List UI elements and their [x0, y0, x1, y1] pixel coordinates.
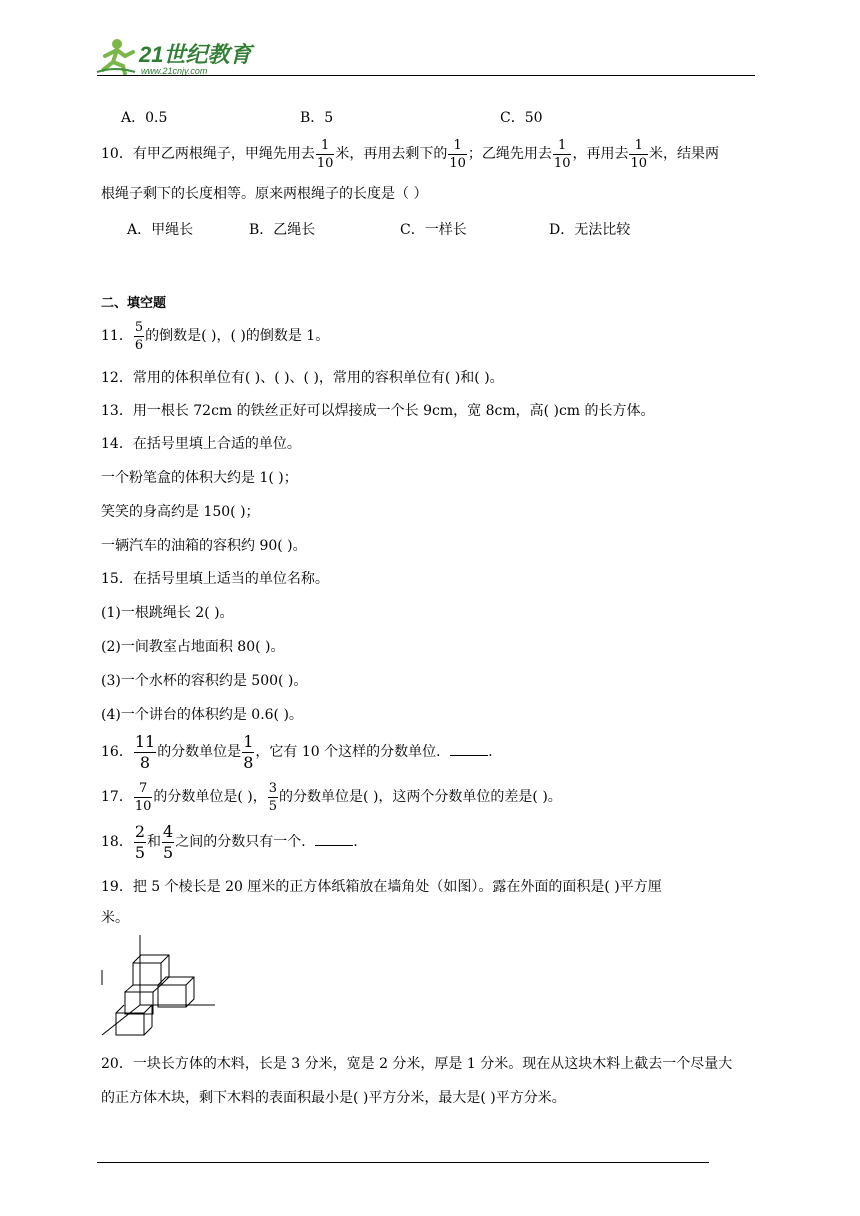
q9-option-b: B．5 — [300, 110, 334, 126]
q10-option-a: A．甲绳长 — [127, 222, 194, 238]
q10-option-d: D．无法比较 — [549, 222, 631, 238]
fraction: $\frac{1}{8}$ — [243, 731, 254, 772]
question-14-title: 14．在括号里填上合适的单位。 — [101, 436, 301, 452]
fraction: $\frac{1}{10}$ — [316, 137, 334, 171]
answer-blank[interactable] — [315, 833, 353, 846]
fraction: $\frac{2}{5}$ — [134, 821, 146, 862]
cube-corner-figure — [100, 935, 220, 1040]
question-15-line4: (4)一个讲台的体积约是 0.6( )。 — [101, 707, 303, 723]
question-18: 18． $\frac{2}{5}$ 和 $\frac{4}{5}$ 之间的分数只有一个． . — [101, 821, 358, 862]
fraction: $\frac{1}{10}$ — [630, 137, 648, 171]
footer-rule — [97, 1162, 709, 1163]
question-14-line2: 笑笑的身高约是 150( )； — [101, 504, 260, 520]
answer-blank[interactable] — [450, 743, 488, 756]
section-title: 二、填空题 — [101, 296, 167, 311]
question-19-line2: 米。 — [101, 910, 129, 926]
question-20-line1: 20．一块长方体的木料，长是 3 分米，宽是 2 分米，厚是 1 分米。现在从这块木料上截去一个尽量大 — [101, 1056, 733, 1072]
question-15-title: 15．在括号里填上适当的单位名称。 — [101, 571, 329, 587]
question-12: 12．常用的体积单位有( )、( )、( )，常用的容积单位有( )和( )。 — [101, 370, 504, 386]
logo — [95, 36, 265, 80]
runner-logo-icon — [95, 36, 265, 80]
q9-option-a: A．0.5 — [121, 110, 168, 126]
svg-text:www.21cnjy.com: www.21cnjy.com — [141, 66, 208, 76]
fraction: $\frac{11}{8}$ — [134, 731, 156, 772]
question-20-line2: 的正方体木块，剩下木料的表面积最小是( )平方分米，最大是( )平方分米。 — [101, 1090, 566, 1106]
question-15-line2: (2)一间教室占地面积 80( )。 — [101, 639, 285, 655]
q9-option-c: C．50 — [500, 110, 543, 126]
question-15-line1: (1)一根跳绳长 2( )。 — [101, 605, 234, 621]
q10-option-b: B．乙绳长 — [249, 222, 316, 238]
question-11: 11． $\frac{5}{6}$ 的倒数是( )，( )的倒数是 1。 — [101, 319, 330, 353]
question-15-line3: (3)一个水杯的容积约是 500( )。 — [101, 673, 308, 689]
question-17: 17． $\frac{7}{10}$ 的分数单位是( )， $\frac{3}{5}$ 的分数单位是( )，这两个分数单位的差是( )。 — [101, 780, 562, 814]
question-16: 16． $\frac{11}{8}$ 的分数单位是 $\frac{1}{8}$ ，它有 10 个这样的分数单位． . — [101, 731, 493, 772]
question-13: 13．用一根长 72cm 的铁丝正好可以焊接成一个长 9cm，宽 8cm，高( )cm 的长方体。 — [101, 403, 655, 419]
question-10: 10．有甲乙两根绳子，甲绳先用去 $\frac{1}{10}$ 米，再用去剩下的 $\frac{1}{10}$ ；乙绳先用去 $\frac{1}{10}$ ，再用去 $\frac{1}{10}$ 米，结果两 — [101, 137, 720, 171]
fraction: $\frac{3}{5}$ — [268, 780, 278, 814]
q10-option-c: C．一样长 — [400, 222, 467, 238]
svg-text:21世纪教育: 21世纪教育 — [139, 42, 252, 67]
question-14-line3: 一辆汽车的油箱的容积约 90( )。 — [101, 538, 307, 554]
fraction: $\frac{4}{5}$ — [163, 821, 174, 862]
question-19-line1: 19．把 5 个棱长是 20 厘米的正方体纸箱放在墙角处（如图）。露在外面的面积是( )平方厘 — [101, 879, 662, 895]
fraction: $\frac{1}{10}$ — [449, 137, 466, 171]
fraction: $\frac{1}{10}$ — [553, 137, 571, 171]
fraction: $\frac{7}{10}$ — [134, 780, 152, 814]
header-rule — [97, 75, 755, 76]
question-14-line1: 一个粉笔盒的体积大约是 1( )； — [101, 470, 298, 486]
fraction: $\frac{5}{6}$ — [134, 319, 144, 353]
question-10-line2: 根绳子剩下的长度相等。原来两根绳子的长度是（ ） — [101, 186, 428, 202]
